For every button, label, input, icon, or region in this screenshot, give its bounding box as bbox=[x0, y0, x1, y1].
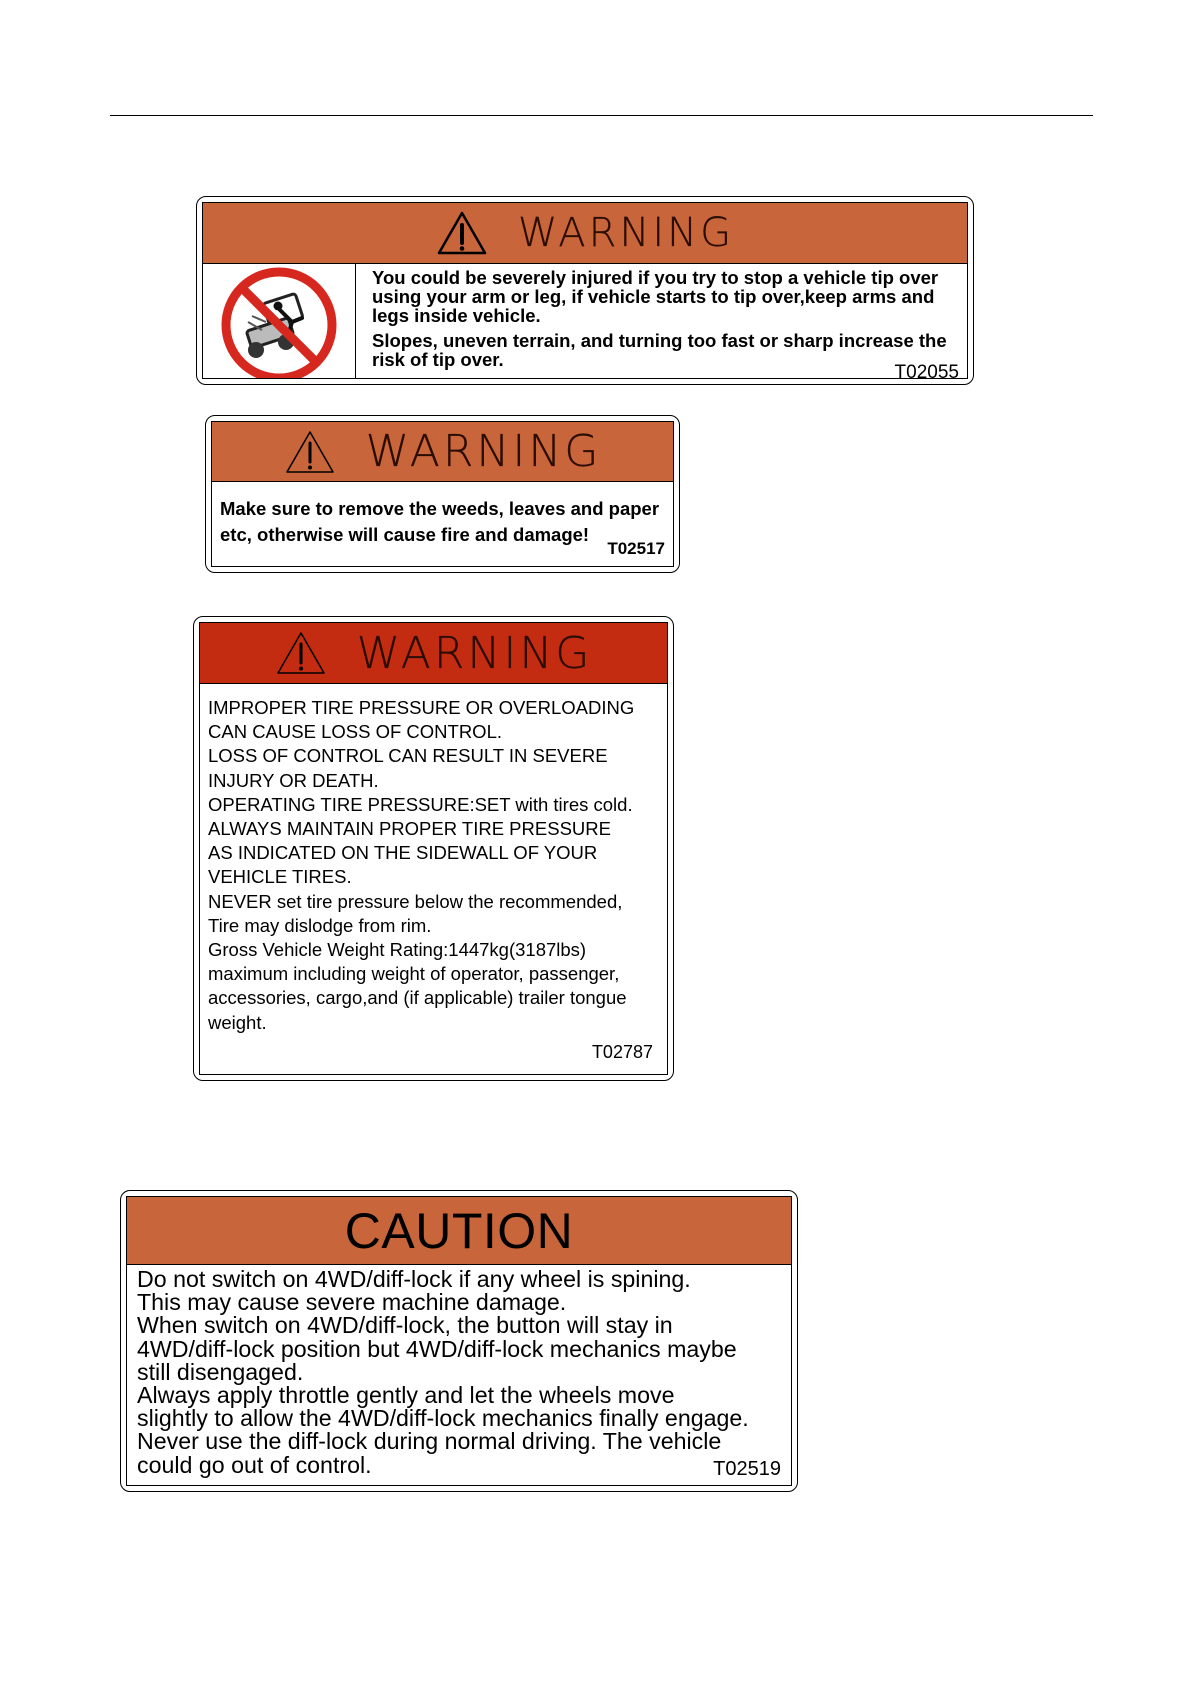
label-code: T02787 bbox=[591, 1041, 653, 1062]
text-line: CAN CAUSE LOSS OF CONTROL. bbox=[208, 721, 502, 743]
fire-hazard-warning-label bbox=[205, 415, 680, 573]
text-line: Never use the diff-lock during normal driving. The vehicle bbox=[137, 1428, 722, 1455]
text-line: When switch on 4WD/diff-lock, the button will stay in bbox=[137, 1312, 673, 1339]
text-line: maximum including weight of operator, passenger, bbox=[208, 963, 620, 985]
no-tip-over-prohibition-icon bbox=[218, 264, 340, 379]
text-line: Tire may dislodge from rim. bbox=[208, 914, 432, 936]
label-text bbox=[127, 1265, 791, 1485]
warning-header bbox=[200, 623, 667, 684]
text-line: weight. bbox=[208, 1011, 267, 1033]
text-line: LOSS OF CONTROL CAN RESULT IN SEVERE bbox=[208, 745, 608, 767]
text-line: IMPROPER TIRE PRESSURE OR OVERLOADING bbox=[208, 697, 635, 718]
label-code: T02055 bbox=[894, 362, 959, 379]
label-code: T02517 bbox=[607, 539, 665, 558]
text-line: Always apply throttle gently and let the wheels move bbox=[137, 1382, 675, 1409]
top-rule bbox=[110, 115, 1093, 116]
label-frame bbox=[199, 622, 668, 1075]
text-line: Do not switch on 4WD/diff-lock if any wheel is spining. bbox=[137, 1266, 691, 1292]
text-line: This may cause severe machine damage. bbox=[137, 1289, 567, 1316]
text-line: could go out of control. bbox=[137, 1451, 372, 1478]
text-line: OPERATING TIRE PRESSURE:SET with tires cold. bbox=[208, 793, 633, 815]
text-line: INJURY OR DEATH. bbox=[208, 769, 379, 791]
label-text bbox=[356, 264, 967, 379]
text-line: 4WD/diff-lock position but 4WD/diff-lock mechanics maybe bbox=[137, 1335, 737, 1362]
label-body bbox=[203, 264, 967, 379]
tip-over-warning-label bbox=[196, 196, 974, 385]
caution-heading: CAUTION bbox=[344, 1202, 574, 1259]
label-frame bbox=[211, 421, 674, 567]
text-line: NEVER set tire pressure below the recommended, bbox=[208, 890, 623, 912]
warning-header bbox=[212, 422, 673, 482]
warning-header bbox=[203, 203, 967, 264]
text-line: VEHICLE TIRES. bbox=[208, 866, 352, 888]
text-line: slightly to allow the 4WD/diff-lock mechanics finally engage. bbox=[137, 1405, 749, 1432]
warning-heading: WARNING bbox=[365, 426, 602, 477]
label-text bbox=[212, 482, 673, 566]
tire-pressure-warning-label bbox=[193, 616, 674, 1081]
warning-paragraph: Slopes, uneven terrain, and turning too fast or sharp increase the risk of tip over. bbox=[372, 330, 947, 370]
warning-triangle-icon bbox=[275, 630, 327, 676]
warning-heading: WARNING bbox=[517, 210, 735, 256]
text-line: still disengaged. bbox=[137, 1358, 304, 1385]
pictogram-panel bbox=[203, 264, 356, 379]
text-line: ALWAYS MAINTAIN PROPER TIRE PRESSURE bbox=[208, 818, 611, 840]
label-frame bbox=[202, 202, 968, 379]
label-text bbox=[200, 684, 667, 1074]
text-line: Gross Vehicle Weight Rating:1447kg(3187lbs) bbox=[208, 939, 587, 961]
warning-triangle-icon bbox=[436, 210, 488, 256]
label-frame bbox=[126, 1196, 792, 1486]
caution-header bbox=[127, 1197, 791, 1265]
label-code: T02519 bbox=[713, 1457, 781, 1480]
warning-text: Make sure to remove the weeds, leaves and paper etc, otherwise will cause fire and damage! bbox=[220, 498, 660, 545]
warning-triangle-icon bbox=[284, 429, 336, 475]
text-line: accessories, cargo,and (if applicable) trailer tongue bbox=[208, 987, 627, 1009]
warning-paragraph: You could be severely injured if you try to stop a vehicle tip over using your arm or leg, if vehicle starts to tip over,keep arms and legs inside vehicle. bbox=[372, 267, 939, 326]
warning-heading: WARNING bbox=[356, 627, 593, 679]
diff-lock-caution-label bbox=[120, 1190, 798, 1492]
text-line: AS INDICATED ON THE SIDEWALL OF YOUR bbox=[208, 842, 598, 864]
